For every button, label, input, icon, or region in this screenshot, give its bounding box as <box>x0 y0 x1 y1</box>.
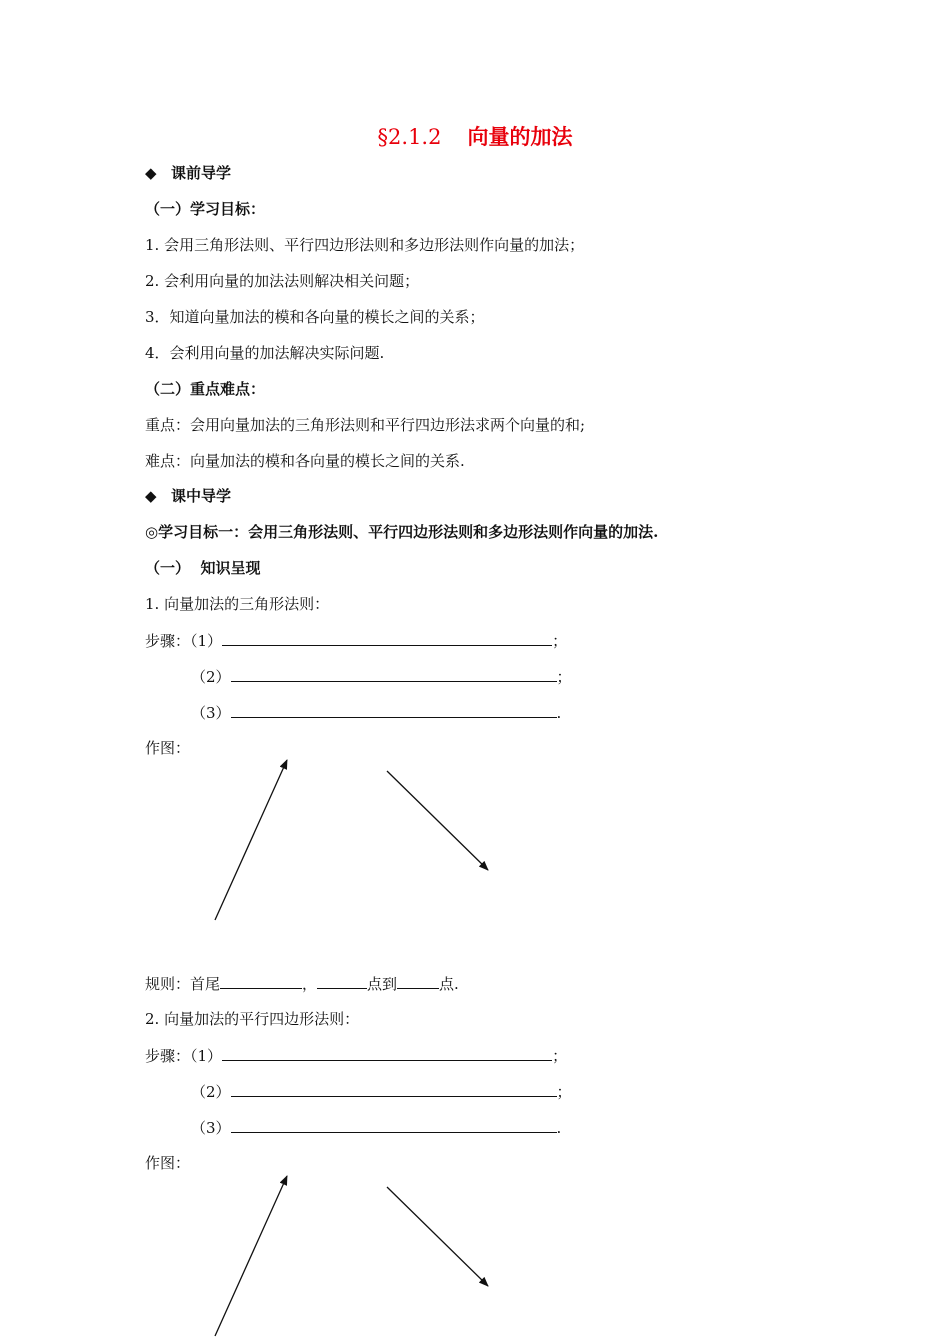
step-label: （1） <box>190 1047 223 1065</box>
parallelogram-draw-label: 作图： <box>145 1154 191 1172</box>
goal-item-1: 1. 会用三角形法则、平行四边形法则和多边形法则作向量的加法； <box>145 236 585 254</box>
parallelogram-step-3 <box>191 1118 561 1137</box>
key-point-text: 重点：会用向量加法的三角形法则和平行四边形法求两个向量的和; <box>145 416 586 434</box>
diamond-bullet-icon: ◆ <box>145 164 157 182</box>
vector-b-arrow <box>387 1187 488 1286</box>
rule-prefix: 规则：首尾 <box>145 975 221 993</box>
vector-a-arrow <box>215 760 287 920</box>
triangle-rule-summary <box>145 974 459 993</box>
section-title: 向量的加法 <box>467 124 573 149</box>
fill-blank[interactable] <box>220 974 302 989</box>
knowledge-label: 知识呈现 <box>200 559 261 577</box>
vector-b-arrow <box>387 771 488 870</box>
vector-a-arrow <box>215 1176 287 1336</box>
fill-blank[interactable] <box>397 974 439 989</box>
goals-heading: （一）学习目标： <box>145 200 266 218</box>
step-label: （1） <box>190 632 223 650</box>
parallelogram-rule-heading: 2. 向量加法的平行四边形法则： <box>145 1010 360 1028</box>
knowledge-number: （一） <box>145 559 191 577</box>
goal-item-3: 3．知道向量加法的模和各向量的模长之间的关系； <box>145 308 485 326</box>
step-end: . <box>556 1119 562 1137</box>
step-label: （3） <box>191 704 231 722</box>
steps-label: 步骤： <box>145 1047 191 1065</box>
step-label: （3） <box>191 1119 231 1137</box>
key-points-heading: （二）重点难点： <box>145 380 266 398</box>
fill-blank[interactable] <box>222 1046 552 1061</box>
rule-comma: ， <box>302 975 318 993</box>
section-pre-label: 课前导学 <box>171 164 232 182</box>
steps-label: 步骤： <box>145 632 191 650</box>
goal-item-2: 2. 会利用向量的加法法则解决相关问题； <box>145 272 420 290</box>
step-end: ； <box>552 1047 568 1065</box>
goal-item-4: 4．会利用向量的加法解决实际问题. <box>145 344 385 362</box>
rule-mid: 点到 <box>367 975 398 993</box>
diamond-bullet-icon: ◆ <box>145 487 157 505</box>
step-label: （2） <box>191 1083 231 1101</box>
section-number: §2.1.2 <box>377 125 442 149</box>
objective-one: ◎学习目标一：会用三角形法则、平行四边形法则和多边形法则作向量的加法. <box>145 523 659 541</box>
fill-blank[interactable] <box>231 1082 557 1097</box>
step-end: ； <box>556 1083 572 1101</box>
step-label: （2） <box>191 668 231 686</box>
fill-blank[interactable] <box>317 974 367 989</box>
parallelogram-step-2 <box>191 1082 572 1101</box>
triangle-draw-label: 作图： <box>145 739 191 757</box>
difficult-point-text: 难点：向量加法的模和各向量的模长之间的关系. <box>145 452 465 470</box>
triangle-rule-heading: 1. 向量加法的三角形法则： <box>145 595 330 613</box>
section-in-label: 课中导学 <box>171 487 232 505</box>
fill-blank[interactable] <box>231 1118 557 1133</box>
step-end: ； <box>556 668 572 686</box>
parallelogram-step-1 <box>145 1046 567 1065</box>
rule-end: 点. <box>439 975 459 993</box>
step-end: . <box>556 704 562 722</box>
step-end: ； <box>552 632 568 650</box>
